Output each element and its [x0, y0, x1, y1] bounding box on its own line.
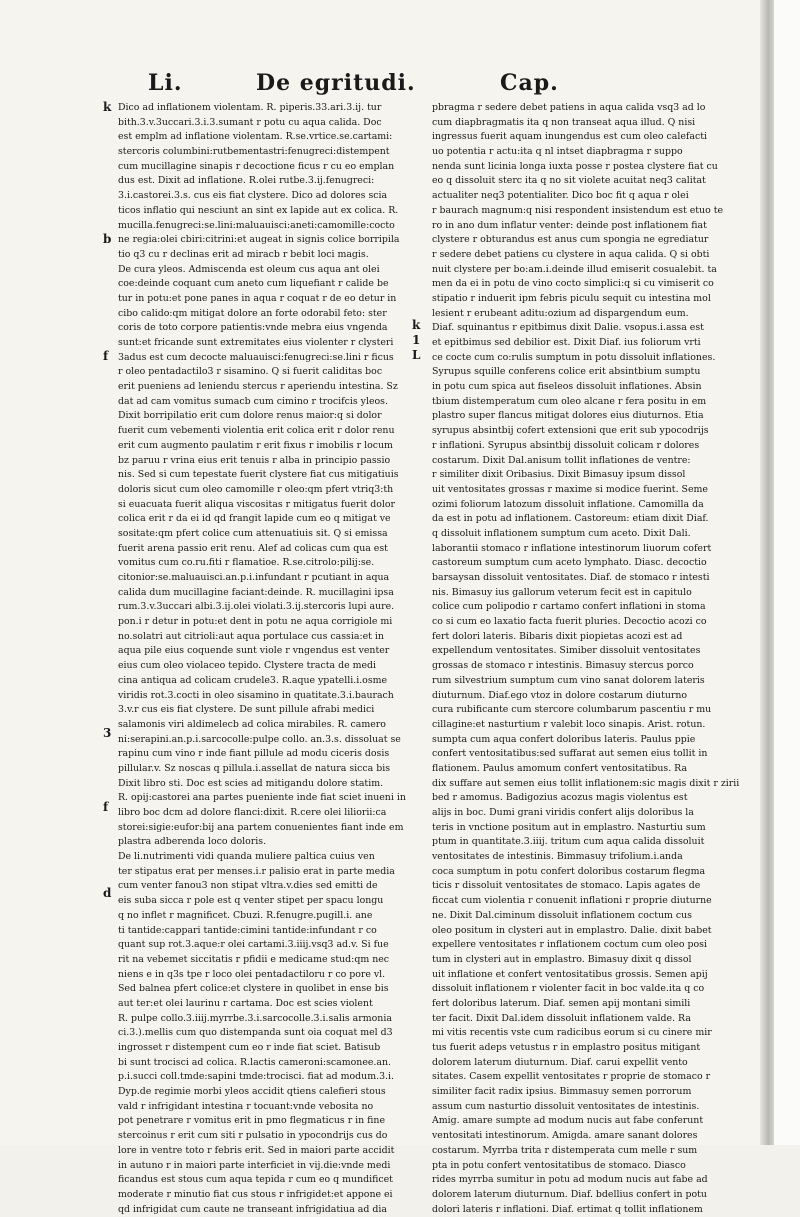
text-line: ingrosset r distempent cum eo r inde fiat sciet. Batisub — [118, 1042, 381, 1053]
text-line: castoreum sumptum cum aceto lymphato. Diasc. decoctio — [432, 557, 707, 569]
text-line: ficcat cum violentia r conuenit inflationi r proprie diuturne — [432, 895, 712, 907]
text-line: similiter facit radix ipsius. Bimmasuy semen porrorum — [432, 1086, 692, 1098]
text-line: q no inflet r magnificet. Cbuzi. R.fenugre.pugill.i. ane — [118, 909, 373, 921]
text-line: niens e in q3s tpe r loco olei pentadactiloru r co pore vl. — [118, 968, 386, 980]
text-line: ni:serapini.an.p.i.sarcocolle:pulpe collo. an.3.s. dissoluat se — [118, 733, 401, 745]
text-line: expellendum ventositates. Simiber dissoluit ventositates — [432, 645, 701, 657]
text-line: R. pulpe collo.3.iiij.myrrbe.3.i.sarcocolle.3.i.salis armonia — [118, 1012, 392, 1024]
text-line: bi sunt trocisci ad colica. R.lactis cameroni:scamonee.an. — [118, 1056, 391, 1068]
text-line: cum diapbragmatis ita q non transeat aqua illud. Q nisi — [432, 116, 696, 128]
margin-letter: k — [412, 318, 421, 332]
text-line: quant sup rot.3.aque:r olei cartami.3.iiij.vsq3 ad.v. Si fue — [118, 939, 389, 951]
text-line: coris de toto corpore patientis:vnde mebra eius vngenda — [118, 322, 388, 334]
text-line: fert dolori lateris. Bibaris dixit piopietas acozi est ad — [432, 630, 683, 642]
text-line: expellere ventositates r inflationem coctum cum oleo posi — [432, 939, 707, 951]
text-line: ticos inflatio qui nesciunt an sint ex lapide aut ex colica. R. — [118, 204, 399, 216]
text-line: fuerit arena passio erit renu. Alef ad colicas cum qua est — [118, 542, 388, 554]
text-line: teris in vnctione positum aut in emplastro. Nasturtiu sum — [432, 821, 706, 833]
running-header — [0, 70, 760, 104]
text-line: ozimi foliorum latozum dissoluit inflatione. Camomilla da — [432, 498, 704, 510]
text-line: Amig. amare sumpte ad modum nucis aut fabe conferunt — [432, 1115, 704, 1127]
text-column-left — [118, 101, 406, 1217]
text-line: r similiter dixit Oribasius. Dixit Bimasuy ipsum dissol — [432, 469, 686, 481]
margin-letter: d — [103, 886, 112, 900]
text-line: De li.nutrimenti vidi quanda muliere paltica cuius ven — [118, 851, 375, 863]
text-line: confert ventositatibus:sed suffarat aut semen eius tollit in — [432, 748, 708, 760]
text-line: vald r infrigidant intestina r tocuant:vnde vebosita no — [118, 1100, 374, 1112]
text-line: pbragma r sedere debet patiens in aqua calida vsq3 ad lo — [432, 102, 706, 113]
text-line: ci.3.).mellis cum quo distempanda sunt oia coquat mel d3 — [118, 1027, 393, 1039]
text-line: co si cum eo laxatio facta fuerit pluries. Decoctio acozi co — [432, 616, 707, 628]
margin-letter: L — [412, 348, 421, 362]
text-line: r inflationi. Syrupus absintbij dissoluit colicam r dolores — [432, 439, 700, 451]
text-line: calida dum mucillagine faciant:deinde. R. mucillagini ipsa — [118, 586, 394, 598]
text-line: Dixit borripilatio erit cum dolore renus maior:q si dolor — [118, 410, 382, 422]
text-line: fert doloribus laterum. Diaf. semen apij montani simili — [432, 997, 691, 1009]
text-line: De cura yleos. Admiscenda est oleum cus aqua ant olei — [118, 263, 380, 275]
text-line: citonior:se.maluauisci.an.p.i.infundant r pcutiant in aqua — [118, 572, 390, 583]
text-line: 3.i.castorei.3.s. cus eis fiat clystere. Dico ad dolores scia — [118, 190, 388, 202]
text-line: viridis rot.3.cocti in oleo sisamino in quatitate.3.i.baurach — [118, 689, 394, 701]
header-chapter: Cap. — [500, 70, 559, 96]
text-line: da est in potu ad inflationem. Castoreum: etiam dixit Diaf. — [432, 513, 709, 525]
text-line: ficandus est stous cum aqua tepida r cum eo q mundificet — [118, 1174, 393, 1186]
text-line: pot penetrare r vomitus erit in pmo flegmaticus r in fine — [118, 1115, 386, 1127]
text-line: cina antiqua ad colicam crudele3. R.aque ypatelli.i.osme — [118, 674, 388, 686]
text-line: clystere r obturandus est anus cum spongia ne egrediatur — [432, 234, 709, 246]
text-line: coe:deinde coquant cum aneto cum liquefiant r calide be — [118, 278, 389, 290]
text-line: rides myrrba sumitur in potu ad modum nucis aut fabe ad — [432, 1174, 708, 1186]
text-line: ventositati intestinorum. Amigda. amare sanant dolores — [432, 1130, 698, 1142]
text-line: mucilla.fenugreci:se.lini:maluauisci:aneti:camomille:cocto — [118, 219, 395, 231]
text-line: cibo calido:qm mitigat dolore an forte odorabil feto: ster — [118, 307, 387, 319]
text-line: costarum. Dixit Dal.anisum tollit inflationes de ventre: — [432, 454, 691, 466]
margin-letter: k — [103, 100, 112, 114]
text-line: qd infrigidat cum caute ne transeant infrigidatiua ad dia — [118, 1203, 387, 1215]
text-column-right — [432, 101, 740, 1217]
text-line: oleo positum in clysteri aut in emplastro. Dalie. dixit babet — [432, 924, 712, 936]
text-line: Syrupus squille conferens colice erit absintbium sumptu — [432, 366, 701, 378]
header-folio: Li. — [148, 70, 183, 96]
text-line: actualiter neq3 potentialiter. Dico boc fit q aqua r olei — [432, 190, 689, 202]
text-line: mi vitis recentis vste cum radicibus eorum si cu cinere mir — [432, 1027, 712, 1039]
text-line: lesient r erubeant aditu:ozium ad dispargendum eum. — [432, 307, 689, 319]
text-line: si euacuata fuerit aliqua viscositas r mitigatus fuerit dolor — [118, 498, 395, 510]
text-line: 3adus est cum decocte maluauisci:fenugreci:se.lini r ficus — [118, 351, 394, 363]
text-line: lore in ventre toto r febris erit. Sed in maiori parte accidit — [118, 1144, 395, 1156]
text-line: r baurach magnum:q nisi respondent insistendum est etuo te — [432, 204, 724, 216]
text-line: ter facit. Dixit Dal.idem dissoluit inflationem valde. Ra — [432, 1012, 691, 1024]
text-line: bed r amomus. Badigozius acozus magis violentus est — [432, 792, 688, 804]
text-line: aut ter:et olei laurinu r cartama. Doc est scies violent — [118, 997, 373, 1009]
text-line: sitates. Casem expellit ventositates r proprie de stomaco r — [432, 1071, 711, 1083]
text-line: in potu cum spica aut fiseleos dissoluit inflationes. Absin — [432, 381, 702, 393]
text-line: plastro super flancus mitigat dolores eius diuturnos. Etia — [432, 410, 704, 422]
text-line: Diaf. squinantus r epitbimus dixit Dalie. vsopus.i.assa est — [432, 322, 704, 334]
margin-letter: 1 — [412, 333, 421, 347]
text-line: barsaysan dissoluit ventositates. Diaf. de stomaco r intesti — [432, 572, 710, 583]
text-line: laborantii stomaco r inflatione intestinorum liuorum cofert — [432, 542, 712, 554]
header-title: De egritudi. — [256, 70, 416, 96]
text-line: sumpta cum aqua confert doloribus lateris. Paulus ppie — [432, 733, 696, 745]
text-line: ticis r dissoluit ventositates de stomaco. Lapis agates de — [432, 880, 701, 892]
text-line: stercoris columbini:rutbementastri:fenugreci:distempent — [118, 146, 390, 158]
text-line: stipatio r induerit ipm febris piculu sequit cu intestina mol — [432, 292, 711, 304]
text-line: uit inflatione et confert ventositatibus grossis. Semen apij — [432, 968, 708, 980]
text-line: cillagine:et nasturtium r valebit loco sinapis. Arist. rotun. — [432, 718, 706, 730]
text-line: fuerit cum vebementi violentia erit colica erit r dolor renu — [118, 425, 395, 437]
page-edge-shadow — [760, 0, 774, 1145]
text-line: cura rubificante cum stercore columbarum pascentiu r mu — [432, 704, 712, 716]
text-line: bith.3.v.3uccari.3.i.3.sumant r potu cu aqua calida. Doc — [118, 116, 382, 128]
text-line: colica erit r da ei id qd frangit lapide cum eo q mitigat ve — [118, 513, 391, 525]
text-line: colice cum polipodio r cartamo confert inflationi in stoma — [432, 601, 706, 613]
text-line: ti tantide:cappari tantide:cimini tantide:infundant r co — [118, 924, 377, 936]
text-line: doloris sicut cum oleo camomille r oleo:qm pfert vtriq3:th — [118, 483, 394, 495]
text-line: erit cum augmento paulatim r erit fixus r imobilis r locum — [118, 439, 393, 451]
text-line: pillular.v. Sz noscas q pillula.i.assellat de natura sicca bis — [118, 762, 391, 774]
text-line: syrupus absintbij cofert extensioni que erit sub ypocodrijs — [432, 425, 709, 437]
margin-letter: 3 — [103, 726, 112, 740]
text-line: ce cocte cum co:rulis sumptum in potu dissoluit inflationes. — [432, 351, 716, 363]
text-line: tus fuerit adeps vetustus r in emplastro positus mitigant — [432, 1042, 701, 1053]
text-line: moderate r minutio fiat cus stous r infrigidet:et appone ei — [118, 1188, 393, 1200]
text-line: p.i.succi coll.tmde:sapini tmde:trocisci. fiat ad modum.3.i. — [118, 1071, 394, 1083]
text-line: aqua pile eius coquende sunt viole r vngendus est venter — [118, 645, 390, 657]
text-line: Dixit libro sti. Doc est scies ad mitigandu dolore statim. — [118, 777, 384, 789]
text-line: dat ad cam vomitus sumacb cum cimino r trocifcis yleos. — [118, 395, 388, 407]
text-line: libro boc dcm ad dolore flanci:dixit. R.cere olei liliorii:ca — [118, 807, 387, 818]
text-line: tum in clysteri aut in emplastro. Bimasuy dixit q dissol — [432, 953, 692, 965]
text-line: erit pueniens ad leniendu stercus r aperiendu intestina. Sz — [118, 381, 398, 393]
margin-letter: f — [103, 800, 109, 814]
text-line: q dissoluit inflationem sumptum cum aceto. Dixit Dali. — [432, 527, 691, 539]
text-line: est emplm ad inflatione violentam. R.se.vrtice.se.cartami: — [118, 131, 393, 143]
text-line: coca sumptum in potu confert doloribus costarum flegma — [432, 865, 706, 877]
text-line: bz paruu r vrina eius erit tenuis r alba in principio passio — [118, 454, 391, 466]
text-line: vomitus cum co.ru.fiti r flamatioe. R.se.citrolo:pilij:se. — [118, 557, 375, 569]
text-line: pon.i r detur in potu:et dent in potu ne aqua corrigiole mi — [118, 616, 393, 628]
text-line: rum silvestrium sumptum cum vino sanat dolorem lateris — [432, 674, 705, 686]
text-line: Dico ad inflationem violentam. R. piperis.33.ari.3.ij. tur — [118, 102, 382, 113]
text-line: stercoinus r erit cum siti r pulsatio in ypocondrijs cus do — [118, 1130, 388, 1142]
text-line: dolorem laterum diuturnum. Diaf. bdellius confert in potu — [432, 1188, 707, 1200]
text-line: dolorem laterum diuturnum. Diaf. carui expellit vento — [432, 1056, 688, 1068]
text-line: costarum. Myrrba trita r distemperata cum melle r sum — [432, 1144, 698, 1156]
margin-letter: b — [103, 232, 112, 246]
text-line: plastra adberenda loco doloris. — [118, 836, 267, 848]
text-line: nuit clystere per bo:am.i.deinde illud emiserit cosualebit. ta — [432, 263, 717, 275]
text-line: eius cum oleo violaceo tepido. Clystere tracta de medi — [118, 660, 377, 672]
text-line: diuturnum. Diaf.ego vtoz in dolore costarum diuturno — [432, 689, 688, 701]
text-line: dolori lateris r inflationi. Diaf. ertimat q tollit inflationem — [432, 1203, 703, 1215]
page-margin-right — [774, 0, 800, 1145]
text-line: dissoluit inflationem r violenter facit in boc valde.ita q co — [432, 983, 705, 995]
text-line: salamonis viri aldimelecb ad colica mirabiles. R. camero — [118, 718, 386, 730]
text-line: uit ventositates grossas r maxime si modice fuerint. Seme — [432, 483, 708, 495]
text-line: men da ei in potu de vino cocto simplici:q si cu vimiserit co — [432, 278, 714, 290]
text-line: ne regia:olei cbiri:citrini:et augeat in signis colice borripila — [118, 234, 400, 246]
text-line: ne. Dixit Dal.ciminum dissoluit inflationem coctum cus — [432, 909, 692, 921]
text-line: ptum in quantitate.3.iiij. tritum cum aqua calida dissoluit — [432, 836, 705, 848]
text-line: dus est. Dixit ad inflatione. R.olei rutbe.3.ij.fenugreci: — [118, 175, 375, 187]
text-line: R. opij:castorei ana partes pueniente inde fiat sciet inueni in — [118, 792, 406, 804]
text-line: Dyp.de regimie morbi yleos accidit qtiens calefieri stous — [118, 1086, 386, 1098]
text-line: Sed balnea pfert colice:et clystere in quolibet in ense bis — [118, 983, 389, 995]
text-line: uo potentia r actu:ita q nl intset diapbragma r suppo — [432, 146, 683, 158]
text-line: cum mucillagine sinapis r decoctione ficus r cu eo emplan — [118, 160, 395, 172]
text-line: ventositates de intestinis. Bimmasuy trifolium.i.anda — [432, 851, 683, 863]
text-line: alijs in boc. Dumi grani viridis confert alijs doloribus la — [432, 807, 694, 818]
text-line: ro in ano dum inflatur venter: deinde post inflationem fiat — [432, 219, 707, 231]
text-line: tio q3 cu r declinas erit ad miracb r bebit loci magis. — [118, 248, 369, 260]
text-line: assum cum nasturtio dissoluit ventositates de intestinis. — [432, 1100, 700, 1112]
text-line: et epitbimus sed debilior est. Dixit Diaf. ius foliorum vrti — [432, 337, 701, 348]
text-line: rit na vebemet siccitatis r pfidii e medicame stud:qm nec — [118, 953, 390, 965]
text-line: ter stipatus erat per menses.i.r palisio erat in parte media — [118, 865, 395, 877]
text-line: storei:sigie:eufor:bij ana partem conuenientes fiant inde em — [118, 821, 404, 833]
text-line: flationem. Paulus amomum confert ventositatibus. Ra — [432, 762, 688, 774]
text-line: nis. Sed si cum tepestate fuerit clystere fiat cus mitigatiuis — [118, 469, 399, 481]
text-line: rum.3.v.3uccari albi.3.ij.olei violati.3.ij.stercoris lupi aure. — [118, 601, 395, 613]
text-line: in autuno r in maiori parte interficiet in vij.die:vnde medi — [118, 1159, 391, 1171]
text-line: sositate:qm pfert colice cum attenuatiuis sit. Q si emissa — [118, 527, 388, 539]
text-line: no.solatri aut citrioli:aut aqua portulace cus cassia:et in — [118, 630, 384, 642]
text-line: tbium distemperatum cum oleo alcane r fera positu in em — [432, 395, 707, 407]
text-line: r oleo pentadactilo3 r sisamino. Q si fuerit caliditas boc — [118, 366, 383, 378]
text-line: cum venter fanou3 non stipat vltra.v.dies sed emitti de — [118, 880, 378, 892]
text-line: eis suba sicca r pole est q venter stipet per spacu longu — [118, 895, 384, 907]
text-line: 3.v.r cus eis fiat clystere. De sunt pillule afrabi medici — [118, 704, 375, 716]
text-line: ingressus fuerit aquam inungendus est cum oleo calefacti — [432, 131, 707, 143]
text-line: eo q dissoluit sterc ita q no sit violete acuitat neq3 calitat — [432, 175, 706, 187]
text-line: nis. Bimasuy ius gallorum veterum fecit est in capitulo — [432, 586, 692, 598]
text-line: tur in potu:et pone panes in aqua r coquat r de eo detur in — [118, 292, 397, 304]
text-line: sunt:et fricande sunt extremitates eius violenter r clysteri — [118, 337, 394, 348]
text-line: rapinu cum vino r inde fiant pillule ad modu ciceris dosis — [118, 748, 390, 760]
text-line: r sedere debet patiens cu clystere in aqua calida. Q si obti — [432, 248, 710, 260]
text-line: pta in potu confert ventositatibus de stomaco. Diasco — [432, 1159, 686, 1171]
text-line: nenda sunt licinia longa iuxta posse r postea clystere fiat cu — [432, 160, 718, 172]
margin-letter: f — [103, 349, 109, 363]
text-line: grossas de stomaco r intestinis. Bimasuy stercus porco — [432, 660, 694, 672]
text-line: dix suffare aut semen eius tollit inflationem:sic magis dixit r zirii — [432, 777, 740, 789]
